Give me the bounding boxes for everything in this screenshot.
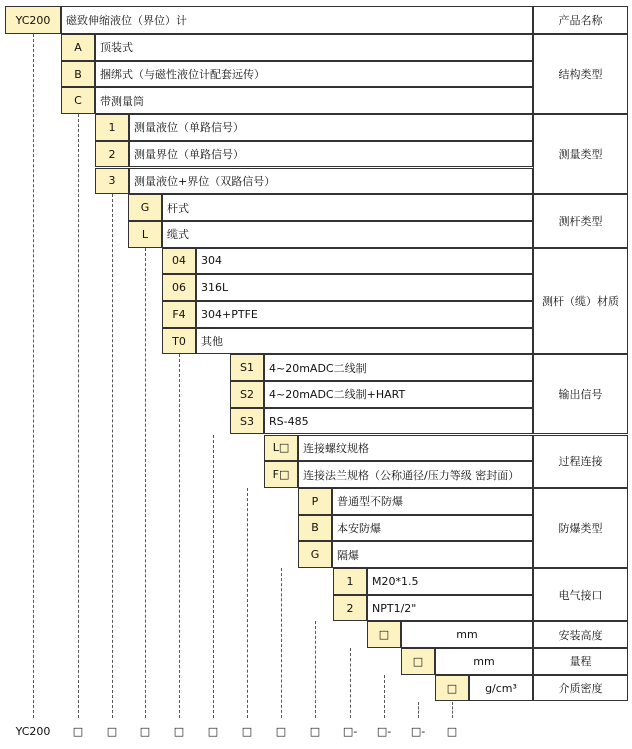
bottom-code-cell: □ [309, 724, 321, 738]
bottom-code-cell: □ [173, 724, 185, 738]
option-code: □ [435, 675, 469, 702]
category-label: 测量类型 [533, 114, 628, 194]
bottom-code-cell: □ [207, 724, 219, 738]
category-label: 输出信号 [533, 354, 628, 434]
option-text: 304+PTFE [196, 301, 533, 328]
guide-line [78, 114, 79, 718]
bottom-code-cell: □ [106, 724, 118, 738]
guide-line [145, 248, 146, 718]
bottom-code-cell: □ [139, 724, 151, 738]
guide-line [179, 354, 180, 718]
guide-line [213, 435, 214, 719]
option-code: 3 [95, 168, 129, 195]
bottom-code-cell: □ [275, 724, 287, 738]
option-text: 测量界位（单路信号） [129, 141, 533, 168]
category-label: 测杆类型 [533, 194, 628, 247]
guide-line [315, 621, 316, 718]
guide-line [281, 568, 282, 718]
option-text: 测量液位（单路信号） [129, 114, 533, 141]
option-code: 2 [95, 141, 129, 168]
option-code: S3 [230, 408, 264, 435]
option-text: 4~20mADC二线制 [264, 354, 533, 381]
header-category-label: 产品名称 [533, 6, 628, 34]
option-text: 缆式 [162, 221, 533, 248]
bottom-code-cell: □- [376, 724, 392, 738]
option-code: F4 [162, 301, 196, 328]
category-label: 测杆（缆）材质 [533, 248, 628, 355]
option-code: 04 [162, 248, 196, 275]
category-label: 防爆类型 [533, 488, 628, 568]
category-label: 电气接口 [533, 568, 628, 621]
option-text: mm [435, 648, 533, 675]
option-code: 06 [162, 274, 196, 301]
guide-line [247, 488, 248, 718]
bottom-code-cell: □ [72, 724, 84, 738]
option-text: M20*1.5 [367, 568, 533, 595]
category-label: 结构类型 [533, 34, 628, 114]
option-text: 普通型不防爆 [332, 488, 533, 515]
option-text: 杆式 [162, 194, 533, 221]
guide-line [384, 675, 385, 718]
header-model-code: YC200 [5, 6, 61, 34]
option-text: 连接法兰规格（公称通径/压力等级 密封面） [298, 461, 533, 488]
option-code: L□ [264, 435, 298, 462]
option-code: 1 [95, 114, 129, 141]
option-text: 隔爆 [332, 541, 533, 568]
guide-line [418, 702, 419, 719]
category-label: 介质密度 [533, 675, 628, 702]
option-text: mm [401, 621, 533, 648]
guide-line [350, 648, 351, 718]
guide-line [112, 194, 113, 718]
option-text: 4~20mADC二线制+HART [264, 381, 533, 408]
option-text: NPT1/2" [367, 595, 533, 622]
option-text: g/cm³ [469, 675, 533, 702]
option-code: 1 [333, 568, 367, 595]
option-text: 捆绑式（与磁性液位计配套远传） [95, 61, 533, 88]
option-code: B [61, 61, 95, 88]
category-label: 安装高度 [533, 621, 628, 648]
guide-line [33, 34, 34, 718]
category-label: 量程 [533, 648, 628, 675]
option-code: F□ [264, 461, 298, 488]
option-text: 304 [196, 248, 533, 275]
option-text: 其他 [196, 328, 533, 355]
option-code: S1 [230, 354, 264, 381]
option-text: 连接螺纹规格 [298, 435, 533, 462]
category-label: 过程连接 [533, 435, 628, 488]
option-text: 顶装式 [95, 34, 533, 61]
guide-line [452, 702, 453, 719]
option-code: □ [401, 648, 435, 675]
option-text: 本安防爆 [332, 515, 533, 542]
option-code: B [298, 515, 332, 542]
bottom-code-cell: □ [446, 724, 458, 738]
option-text: 316L [196, 274, 533, 301]
header-product-name: 磁致伸缩液位（界位）计 [61, 6, 533, 34]
option-code: A [61, 34, 95, 61]
bottom-model-code: YC200 [15, 724, 51, 738]
option-text: RS-485 [264, 408, 533, 435]
option-code: P [298, 488, 332, 515]
option-text: 测量液位+界位（双路信号） [129, 168, 533, 195]
option-code: 2 [333, 595, 367, 622]
option-code: G [128, 194, 162, 221]
bottom-code-cell: □- [342, 724, 358, 738]
option-code: C [61, 87, 95, 114]
bottom-code-cell: □ [241, 724, 253, 738]
option-code: □ [367, 621, 401, 648]
option-text: 带测量筒 [95, 87, 533, 114]
bottom-code-cell: □- [410, 724, 426, 738]
option-code: T0 [162, 328, 196, 355]
option-code: L [128, 221, 162, 248]
option-code: S2 [230, 381, 264, 408]
option-code: G [298, 541, 332, 568]
